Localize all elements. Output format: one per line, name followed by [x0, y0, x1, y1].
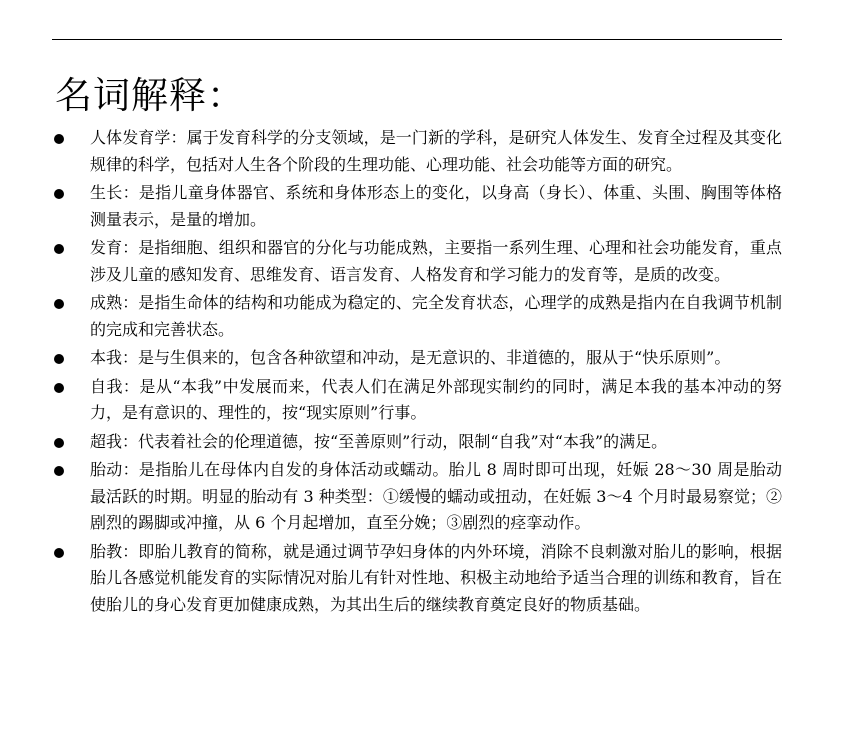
bullet-icon: [54, 438, 64, 448]
list-item: [0, 235, 782, 288]
header-rule: [52, 39, 782, 40]
list-item: [0, 539, 782, 619]
definition-text: 本我：是与生俱来的，包含各种欲望和冲动，是无意识的、非道德的，服从于“快乐原则”。: [90, 348, 731, 367]
list-item: [0, 345, 782, 372]
definition-text: 自我：是从“本我”中发展而来，代表人们在满足外部现实制约的同时，满足本我的基本冲动的努力，是有意识的、理性的，按“现实原则”行事。: [90, 376, 782, 422]
bullet-icon: [54, 354, 64, 364]
definition-text: 成熟：是指生命体的结构和功能成为稳定的、完全发育状态，心理学的成熟是指内在自我调节机制的完成和完善状态。: [90, 293, 782, 339]
list-item: [0, 457, 782, 537]
list-item: [0, 290, 782, 343]
list-item: [0, 125, 782, 178]
list-item: [0, 374, 782, 427]
definition-text: 人体发育学：属于发育科学的分支领域，是一门新的学科，是研究人体发生、发育全过程及其变化规律的科学，包括对人生各个阶段的生理功能、心理功能、社会功能等方面的研究。: [90, 128, 782, 174]
bullet-icon: [54, 299, 64, 309]
bullet-icon: [54, 134, 64, 144]
definition-text: 胎教：即胎儿教育的简称，就是通过调节孕妇身体的内外环境，消除不良刺激对胎儿的影响，根据胎儿各感觉机能发育的实际情况对胎儿有针对性地、积极主动地给予适当合理的训练和教育，旨在使胎儿的身心发育更加健康成熟，为其出生后的继续教育奠定良好的物质基础。: [90, 541, 782, 614]
page-title: 名词解释：: [55, 74, 245, 117]
bullet-icon: [54, 548, 64, 558]
definition-list: [0, 125, 845, 620]
bullet-icon: [54, 383, 64, 393]
definition-text: 胎动：是指胎儿在母体内自发的身体活动或蠕动。胎儿 8 周时即可出现，妊娠 28～30 周是胎动最活跃的时期。明显的胎动有 3 种类型：①缓慢的蠕动或扭动，在妊娠 3～4 个月时最易察觉；②剧烈的踢脚或冲撞，从 6 个月起增加，直至分娩；③剧烈的痉挛动作。: [90, 460, 782, 532]
bullet-icon: [54, 466, 64, 476]
bullet-icon: [54, 189, 64, 199]
definition-text: 发育：是指细胞、组织和器官的分化与功能成熟，主要指一系列生理、心理和社会功能发育，重点涉及儿童的感知发育、思维发育、语言发育、人格发育和学习能力的发育等，是质的改变。: [90, 238, 782, 284]
definition-text: 生长：是指儿童身体器官、系统和身体形态上的变化，以身高（身长）、体重、头围、胸围等体格测量表示，是量的增加。: [90, 183, 782, 229]
bullet-icon: [54, 244, 64, 254]
definition-text: 超我：代表着社会的伦理道德，按“至善原则”行动，限制“自我”对“本我”的满足。: [90, 431, 668, 451]
list-item: [0, 180, 782, 233]
list-item: [0, 429, 782, 456]
